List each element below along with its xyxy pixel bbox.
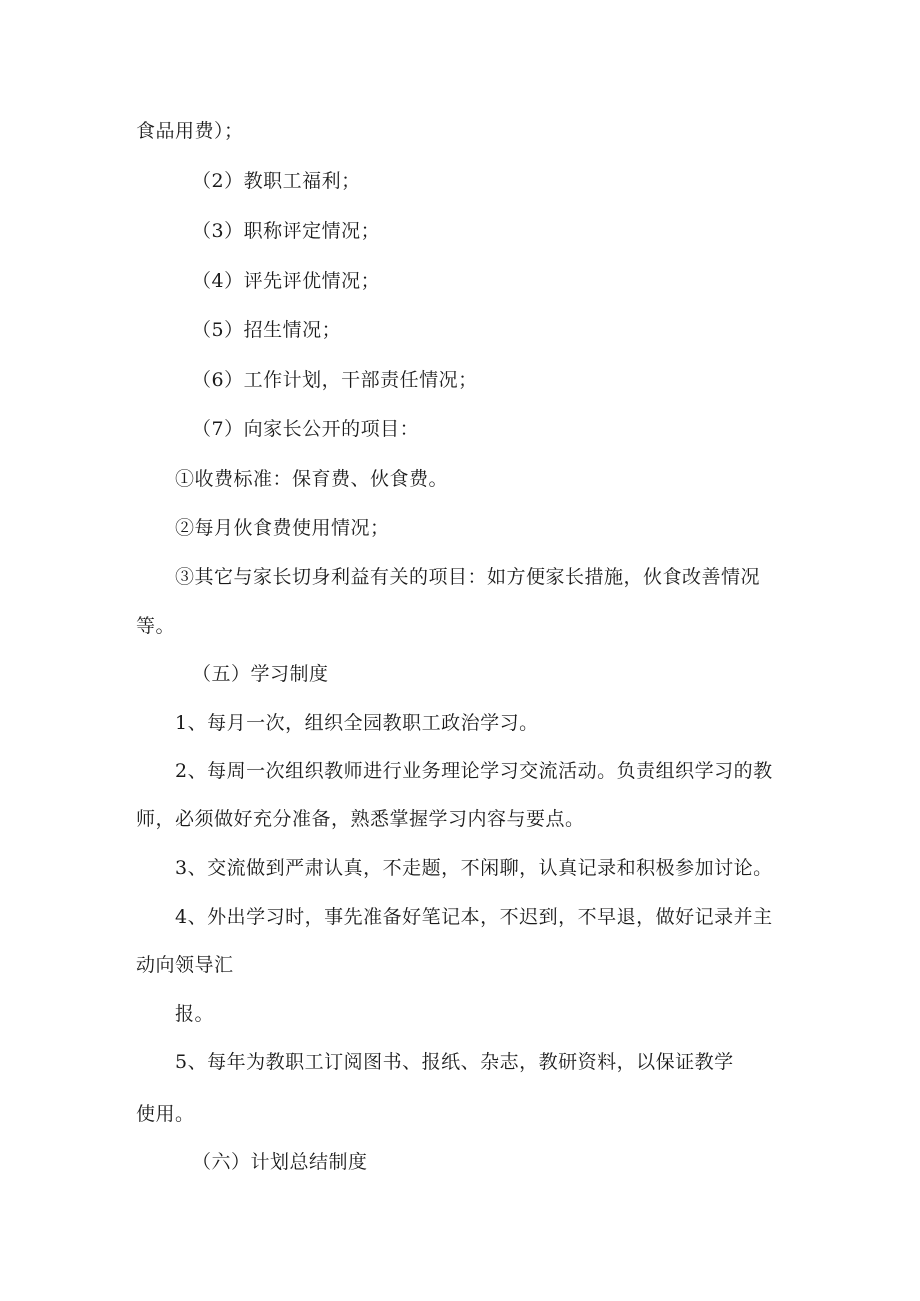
text-line: （7）向家长公开的项目：: [192, 418, 420, 440]
text-line: 师，必须做好充分准备，熟悉掌握学习内容与要点。: [136, 808, 585, 830]
text-line: 等。: [136, 615, 176, 637]
text-line: 1、每月一次，组织全园教职工政治学习。: [175, 712, 539, 734]
text-line: 报。: [175, 1003, 215, 1025]
section-heading: （六）计划总结制度: [192, 1151, 368, 1173]
text-line: （2）教职工福利；: [192, 170, 361, 192]
text-line: ①收费标准：保育费、伙食费。: [175, 468, 449, 490]
text-line: 5、每年为教职工订阅图书、报纸、杂志，教研资料，以保证教学: [175, 1051, 734, 1073]
text-line: （3）职称评定情况；: [192, 220, 381, 242]
text-line: ③其它与家长切身利益有关的项目：如方便家长措施，伙食改善情况: [175, 566, 761, 588]
text-line: （4）评先评优情况；: [192, 270, 381, 292]
text-line: 4、外出学习时，事先准备好笔记本，不迟到，不早退，做好记录并主: [175, 906, 773, 928]
text-line: 食品用费）；: [136, 120, 244, 142]
section-heading: （五）学习制度: [192, 663, 329, 685]
text-line: ②每月伙食费使用情况；: [175, 517, 390, 539]
text-line: 使用。: [136, 1103, 195, 1125]
text-line: （5）招生情况；: [192, 319, 342, 341]
text-line: 3、交流做到严肃认真，不走题，不闲聊，认真记录和积极参加讨论。: [175, 857, 773, 879]
text-line: 动向领导汇: [136, 954, 234, 976]
text-line: 2、每周一次组织教师进行业务理论学习交流活动。负责组织学习的教: [175, 760, 773, 782]
text-line: （6）工作计划，干部责任情况；: [192, 369, 478, 391]
